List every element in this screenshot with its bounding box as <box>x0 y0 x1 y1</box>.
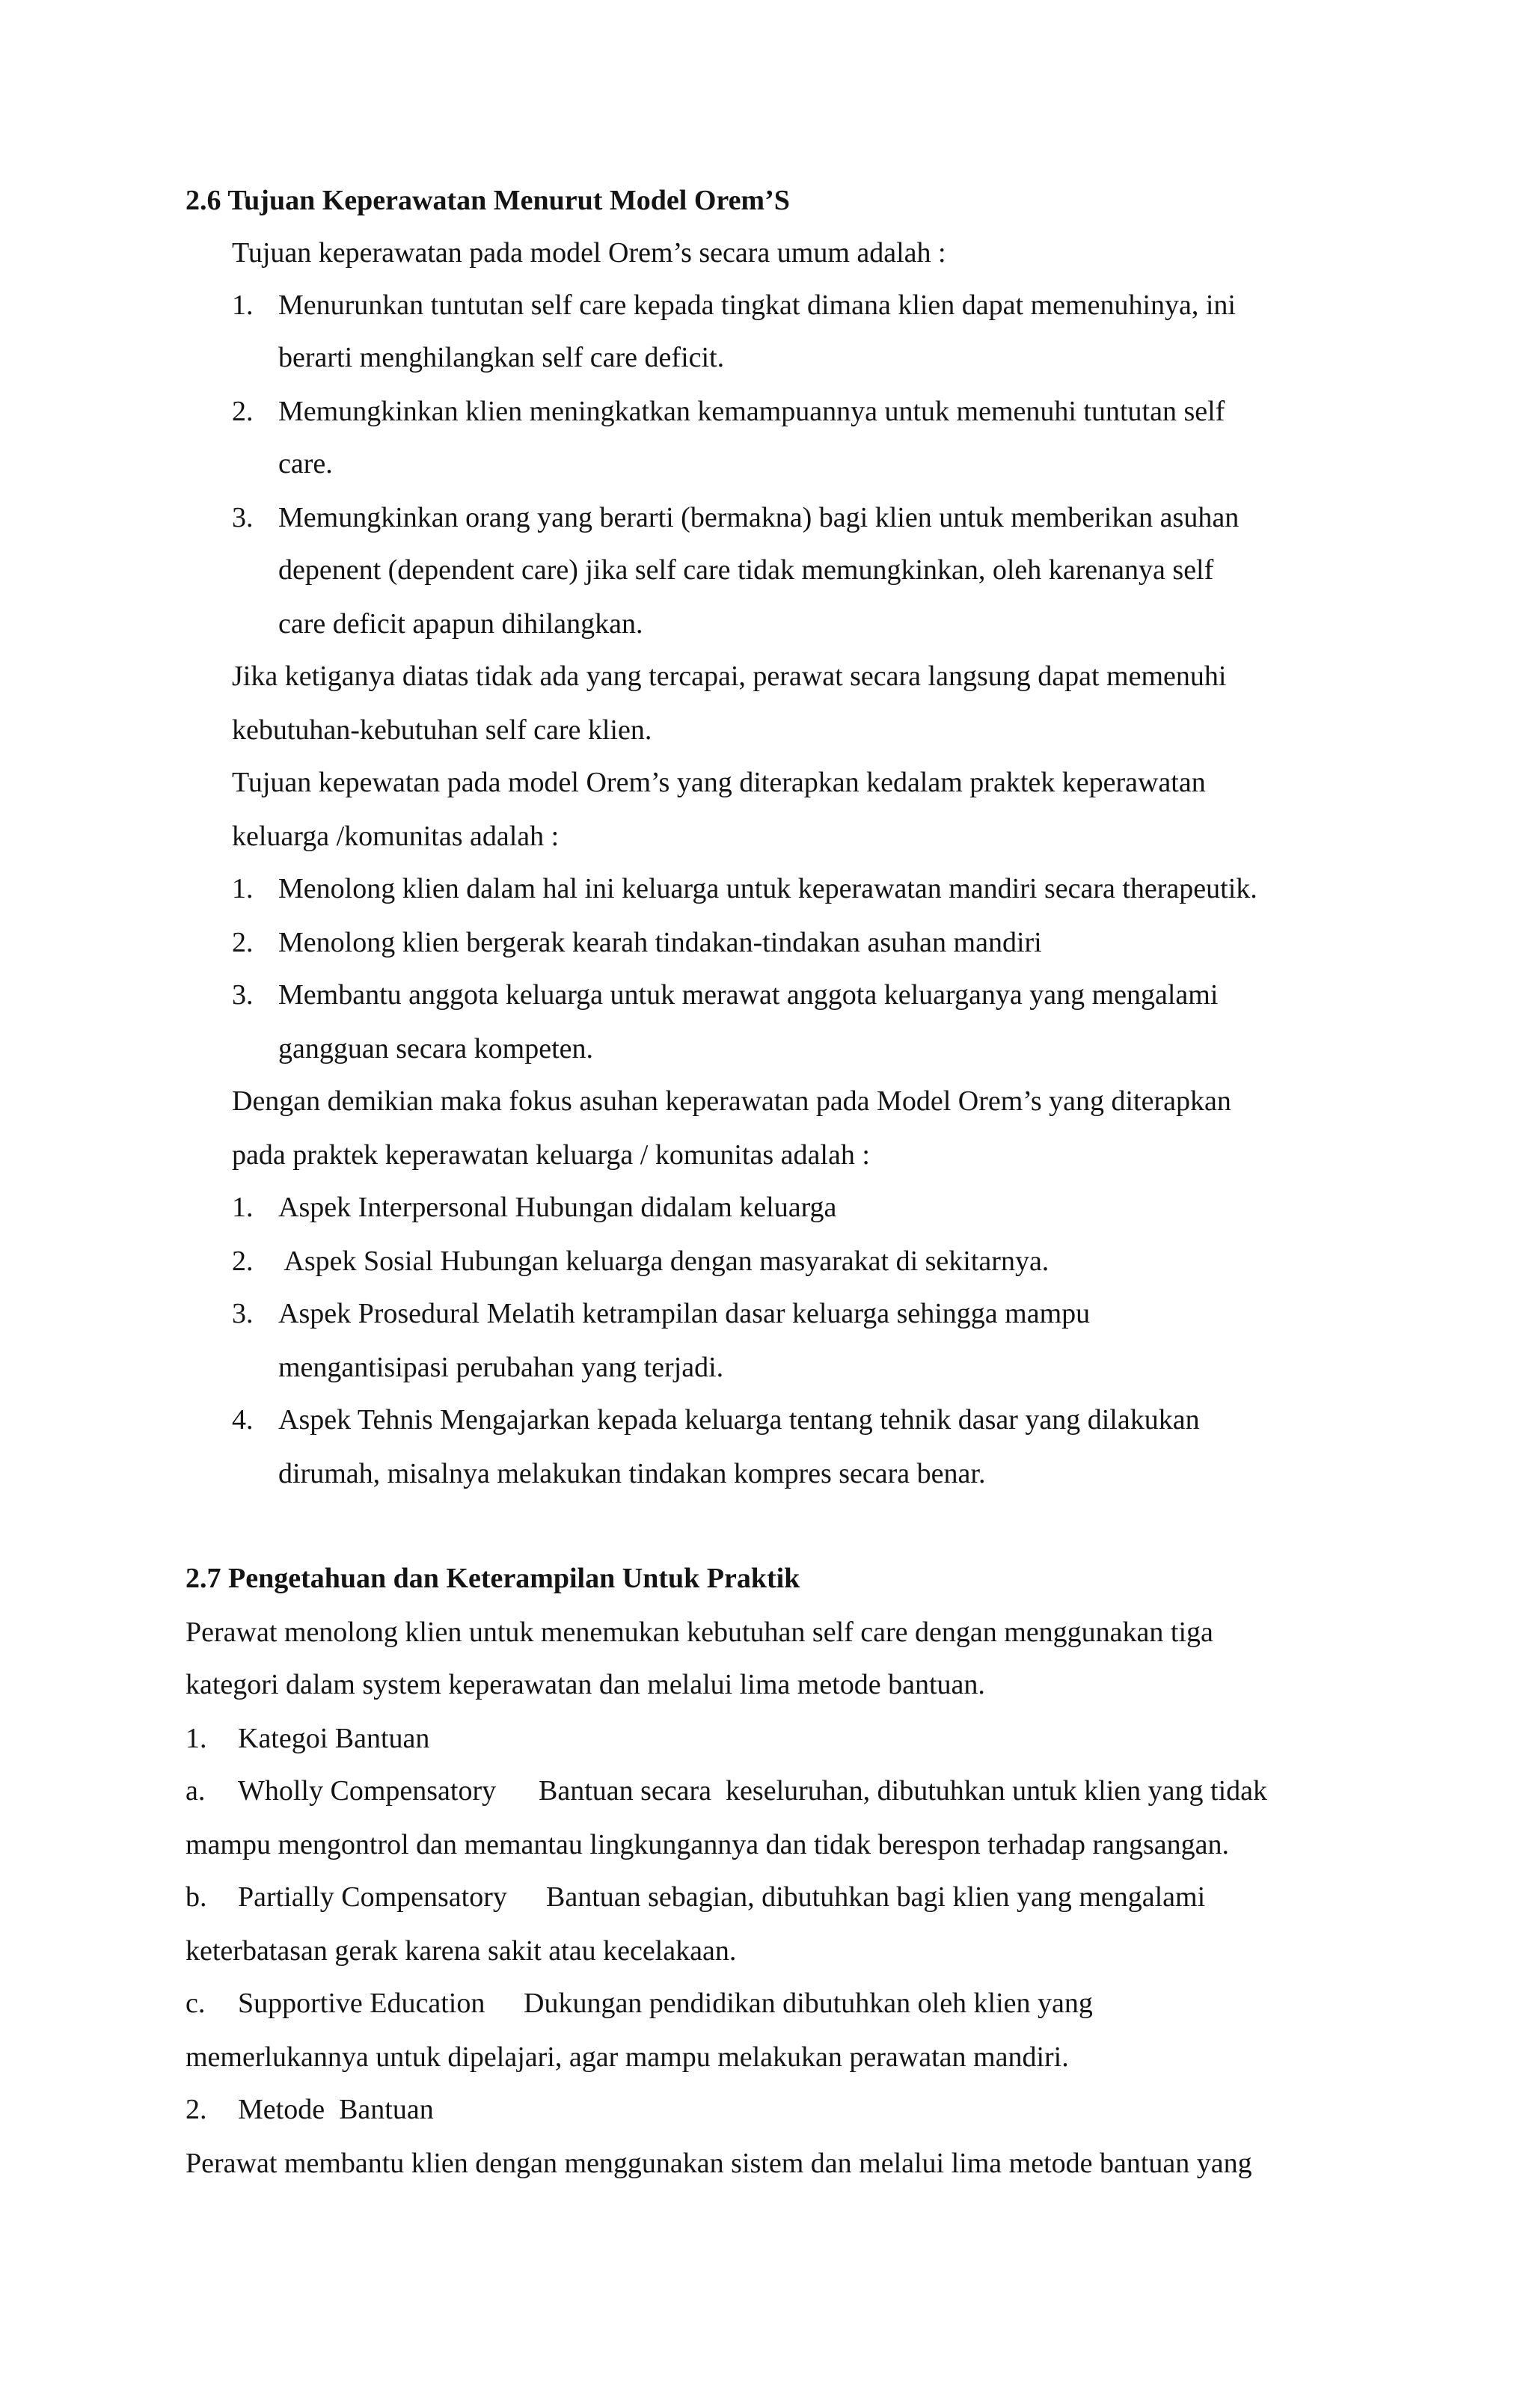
paragraph-line: keluarga /komunitas adalah : <box>232 821 560 852</box>
item-continuation: mampu mengontrol dan memantau lingkungannya dan tidak berespon terhadap rangsangan. <box>186 1829 1230 1860</box>
list-item-text: depenent (dependent care) jika self care tidak memungkinkan, oleh karenanya self <box>278 554 1214 586</box>
item-description: Bantuan sebagian, dibutuhkan bagi klien yang mengalami <box>546 1881 1206 1913</box>
paragraph-line: kategori dalam system keperawatan dan melalui lima metode bantuan. <box>186 1669 985 1700</box>
item-letter: c. <box>186 1988 206 2019</box>
item-continuation: keterbatasan gerak karena sakit atau kecelakaan. <box>186 1935 737 1967</box>
list-item-text: berarti menghilangkan self care deficit. <box>278 342 725 373</box>
intro-text: Tujuan keperawatan pada model Orem’s secara umum adalah : <box>232 237 946 269</box>
paragraph-line: pada praktek keperawatan keluarga / komunitas adalah : <box>232 1139 870 1171</box>
item-description: Dukungan pendidikan dibutuhkan oleh klien yang <box>524 1988 1093 2019</box>
list-item-text: gangguan secara kompeten. <box>278 1033 593 1064</box>
list-number: 1. <box>232 289 254 321</box>
list-item-text: Menurunkan tuntutan self care kepada tingkat dimana klien dapat memenuhinya, ini <box>278 289 1236 321</box>
item-letter: a. <box>186 1775 206 1807</box>
item-term: Wholly Compensatory <box>238 1775 497 1807</box>
list-item-text: dirumah, misalnya melakukan tindakan kompres secara benar. <box>278 1458 986 1489</box>
list-item-text: Menolong klien dalam hal ini keluarga untuk keperawatan mandiri secara therapeutik. <box>278 873 1257 904</box>
list-item-text: Aspek Interpersonal Hubungan didalam keluarga <box>278 1192 837 1223</box>
list-number: 3. <box>232 502 254 533</box>
list-number: 4. <box>232 1404 254 1436</box>
list-item-text: Memungkinkan klien meningkatkan kemampuannya untuk memenuhi tuntutan self <box>278 396 1225 427</box>
list-item-text: Aspek Tehnis Mengajarkan kepada keluarga tentang tehnik dasar yang dilakukan <box>278 1404 1200 1436</box>
paragraph-line: Tujuan kepewatan pada model Orem’s yang diterapkan kedalam praktek keperawatan <box>232 767 1206 798</box>
paragraph-line: Perawat menolong klien untuk menemukan kebutuhan self care dengan menggunakan tiga <box>186 1617 1213 1648</box>
list-item-text: care. <box>278 448 333 480</box>
list-item-text: Aspek Sosial Hubungan keluarga dengan masyarakat di sekitarnya. <box>278 1246 1050 1277</box>
list-number: 2. <box>232 396 254 427</box>
item-continuation: memerlukannya untuk dipelajari, agar mampu melakukan perawatan mandiri. <box>186 2041 1069 2073</box>
list-number: 2. <box>186 2094 207 2125</box>
subheading-metode: Metode Bantuan <box>238 2094 434 2125</box>
list-number: 1. <box>186 1723 207 1754</box>
list-item-text: Aspek Prosedural Melatih ketrampilan dasar keluarga sehingga mampu <box>278 1298 1091 1329</box>
list-number: 3. <box>232 1298 254 1329</box>
list-number: 3. <box>232 979 254 1011</box>
list-number: 2. <box>232 1246 254 1277</box>
list-item-text: Memungkinkan orang yang berarti (bermakna) bagi klien untuk memberikan asuhan <box>278 502 1240 533</box>
paragraph-line: Perawat membantu klien dengan menggunakan sistem dan melalui lima metode bantuan yang <box>186 2148 1252 2179</box>
list-item-text: mengantisipasi perubahan yang terjadi. <box>278 1352 724 1383</box>
item-letter: b. <box>186 1881 207 1913</box>
list-number: 2. <box>232 927 254 958</box>
paragraph-line: Dengan demikian maka fokus asuhan keperawatan pada Model Orem’s yang diterapkan <box>232 1085 1231 1117</box>
paragraph-line: Jika ketiganya diatas tidak ada yang tercapai, perawat secara langsung dapat memenuhi <box>232 661 1227 692</box>
item-term: Partially Compensatory <box>238 1881 507 1913</box>
item-description: Bantuan secara keseluruhan, dibutuhkan untuk klien yang tidak <box>539 1775 1268 1807</box>
list-item-text: Membantu anggota keluarga untuk merawat anggota keluarganya yang mengalami <box>278 979 1219 1011</box>
list-item-text: care deficit apapun dihilangkan. <box>278 608 643 640</box>
paragraph-line: kebutuhan-kebutuhan self care klien. <box>232 714 652 746</box>
list-number: 1. <box>232 873 254 904</box>
list-item-text: Menolong klien bergerak kearah tindakan-tindakan asuhan mandiri <box>278 927 1042 958</box>
item-term: Supportive Education <box>238 1988 485 2019</box>
list-number: 1. <box>232 1192 254 1223</box>
section-heading-2-6: 2.6 Tujuan Keperawatan Menurut Model Orem’S <box>186 185 790 216</box>
section-heading-2-7: 2.7 Pengetahuan dan Keterampilan Untuk Praktik <box>186 1563 800 1594</box>
subheading-kategori: Kategoi Bantuan <box>238 1723 430 1754</box>
